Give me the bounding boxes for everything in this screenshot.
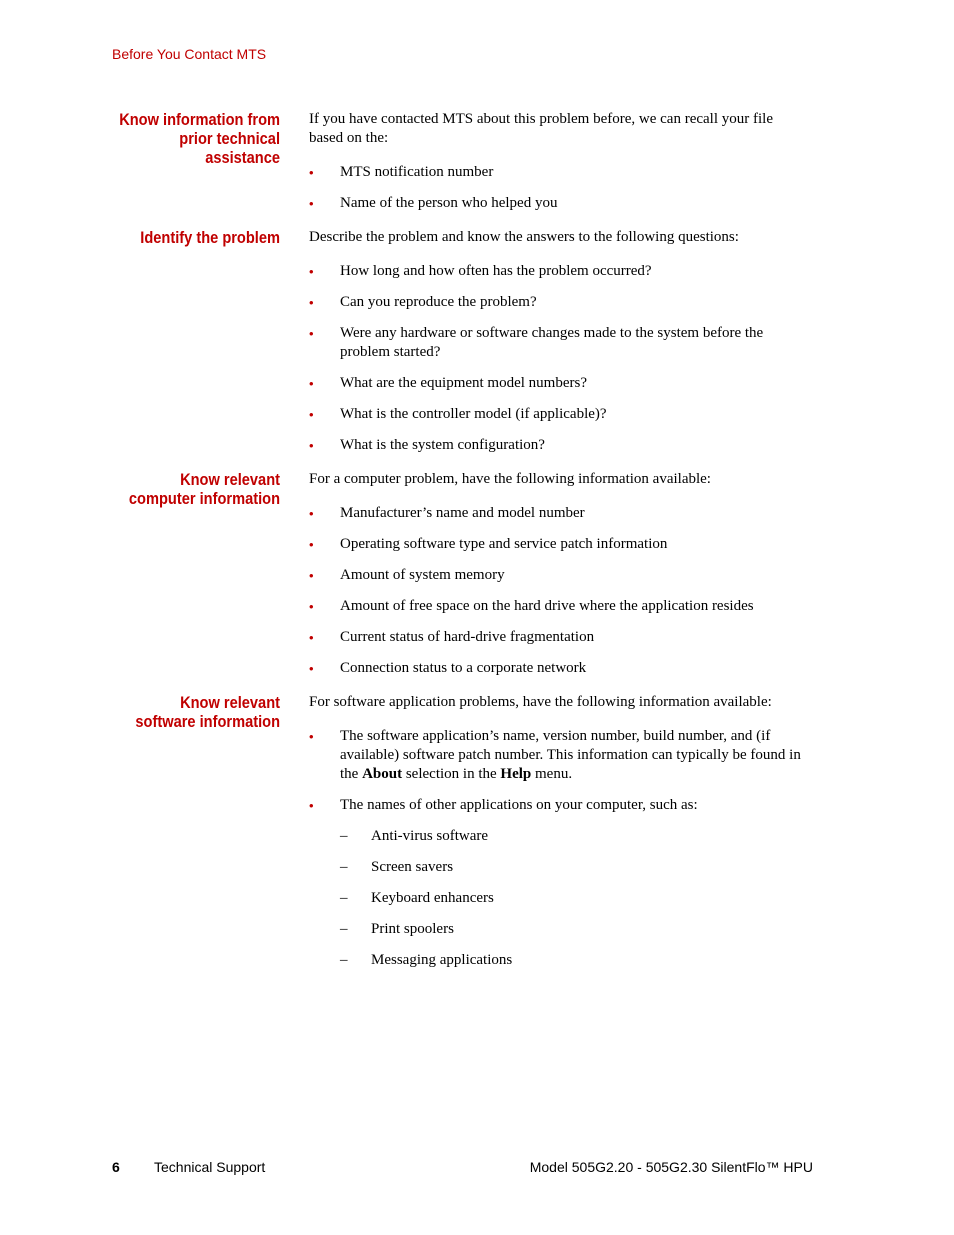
- bullet-icon: •: [309, 438, 314, 453]
- bullet-icon: •: [309, 630, 314, 645]
- bullet-icon: •: [309, 295, 314, 310]
- bullet-icon: •: [309, 798, 314, 813]
- section-body: [309, 470, 809, 690]
- list-item: • Connection status to a corporate network: [309, 660, 587, 676]
- list-item: • Current status of hard-drive fragmentation: [309, 629, 595, 645]
- dash-icon: –: [340, 859, 348, 875]
- page-number: 6: [112, 1159, 120, 1175]
- dash-icon: –: [340, 952, 348, 968]
- sub-list-item: – Messaging applications: [340, 952, 513, 968]
- section-heading: Know relevant software information: [135, 693, 280, 731]
- dash-icon: –: [340, 921, 348, 937]
- list-item: • MTS notification number: [309, 164, 494, 180]
- dash-icon: –: [340, 890, 348, 906]
- list-item: • Manufacturer’s name and model number: [309, 505, 585, 521]
- bullet-icon: •: [309, 407, 314, 422]
- sub-list-item: – Print spoolers: [340, 921, 454, 937]
- bullet-icon: •: [309, 165, 314, 180]
- list-item: • Can you reproduce the problem?: [309, 294, 537, 310]
- bullet-icon: •: [309, 326, 314, 341]
- list-item: • What is the system configuration?: [309, 437, 545, 453]
- bullet-icon: •: [309, 537, 314, 552]
- bullet-icon: •: [309, 376, 314, 391]
- list-item: • What are the equipment model numbers?: [309, 375, 587, 391]
- footer-model: Model 505G2.20 - 505G2.30 SilentFlo™ HPU: [529, 1159, 813, 1175]
- list-item: • Amount of free space on the hard drive where the application resides: [309, 598, 754, 614]
- list-item: • Amount of system memory: [309, 567, 505, 583]
- sub-list: [340, 827, 809, 970]
- section-heading: Identify the problem: [140, 228, 280, 247]
- section-body: [309, 228, 809, 467]
- section-body: [309, 110, 809, 225]
- about-menu-term: About: [362, 766, 403, 782]
- section-heading: Know relevant computer information: [128, 470, 280, 508]
- intro-text: For a computer problem, have the following information available:: [309, 471, 711, 487]
- list-item: • Operating software type and service patch information: [309, 536, 668, 552]
- list-item: • What is the controller model (if applicable)?: [309, 406, 607, 422]
- section-body: [309, 693, 809, 982]
- list-item: • The software application’s name, version number, build number, and (if available) software patch number. This information can typically be found in the About selection in the Help menu.: [309, 728, 801, 782]
- intro-text: For software application problems, have the following information available:: [309, 694, 772, 710]
- list-item: • How long and how often has the problem occurred?: [309, 263, 652, 279]
- section-heading: Know information from prior technical assistance: [119, 110, 280, 167]
- bullet-icon: •: [309, 196, 314, 211]
- bullet-icon: •: [309, 264, 314, 279]
- list-item: • The names of other applications on your computer, such as: – Anti-virus software – Screen savers – Keyboard enhancers – Print spoolers – Messaging applications: [309, 796, 809, 970]
- footer-section-title: Technical Support: [154, 1159, 266, 1175]
- sub-list-item: – Screen savers: [340, 859, 454, 875]
- list-item: • Name of the person who helped you: [309, 195, 558, 211]
- help-menu-term: Help: [500, 766, 532, 782]
- bullet-list: [309, 163, 809, 213]
- sub-list-item: – Anti-virus software: [340, 828, 489, 844]
- bullet-list: [309, 262, 809, 455]
- bullet-icon: •: [309, 599, 314, 614]
- bullet-list: [309, 504, 809, 678]
- running-head: Before You Contact MTS: [112, 46, 267, 62]
- bullet-icon: •: [309, 506, 314, 521]
- bullet-icon: •: [309, 729, 314, 744]
- bullet-list: [309, 727, 809, 970]
- bullet-icon: •: [309, 661, 314, 676]
- intro-text: Describe the problem and know the answers to the following questions:: [309, 229, 739, 245]
- bullet-icon: •: [309, 568, 314, 583]
- dash-icon: –: [340, 828, 348, 844]
- sub-list-item: – Keyboard enhancers: [340, 890, 494, 906]
- list-item: • Were any hardware or software changes made to the system before the problem started?: [309, 325, 764, 360]
- intro-text: If you have contacted MTS about this problem before, we can recall your file based on the:: [309, 111, 773, 146]
